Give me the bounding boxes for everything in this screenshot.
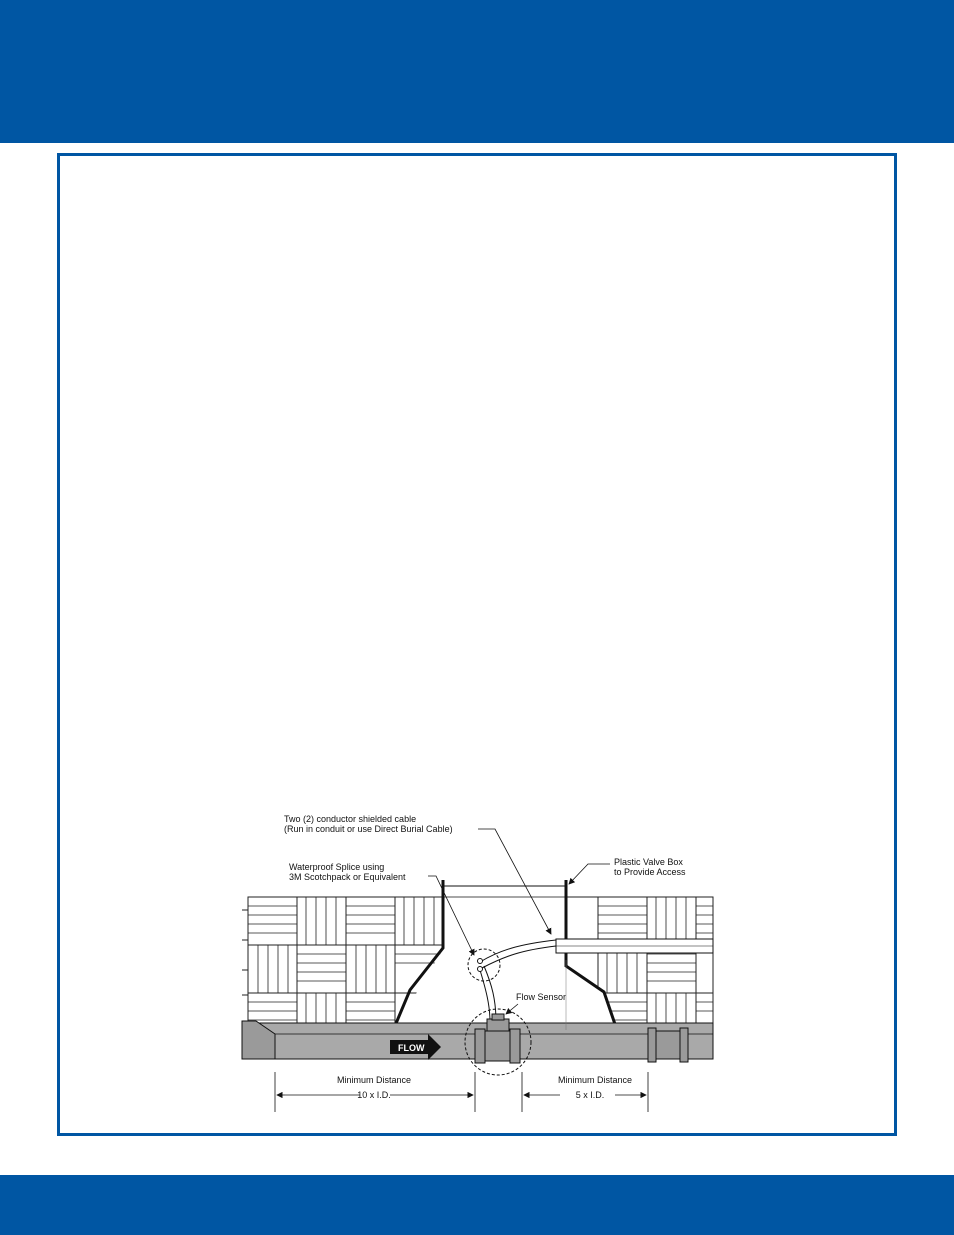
downstream-min-label: Minimum Distance (557, 1075, 633, 1085)
flow-label: FLOW (398, 1043, 425, 1053)
conduit (556, 939, 713, 953)
valve-box-callout (569, 857, 686, 884)
downstream-min-value: 5 x I.D. (575, 1090, 605, 1100)
upstream-min-value: 10 x I.D. (357, 1090, 391, 1100)
valve-box-label-line1: Plastic Valve Box (614, 857, 683, 867)
splice-label-line1: Waterproof Splice using (289, 862, 385, 872)
valve-box-excavation (392, 897, 618, 1033)
pipe-coupling (648, 1028, 688, 1062)
cable-label-line2: (Run in conduit or use Direct Burial Cable) (284, 824, 453, 834)
upstream-min-label: Minimum Distance (336, 1075, 412, 1085)
valve-box-label-line2: to Provide Access (614, 867, 686, 877)
cable-label-line1: Two (2) conductor shielded cable (284, 814, 417, 824)
splice-label-line2: 3M Scotchpack or Equivalent (289, 872, 406, 882)
flow-sensor-label: Flow Sensor (516, 992, 567, 1002)
